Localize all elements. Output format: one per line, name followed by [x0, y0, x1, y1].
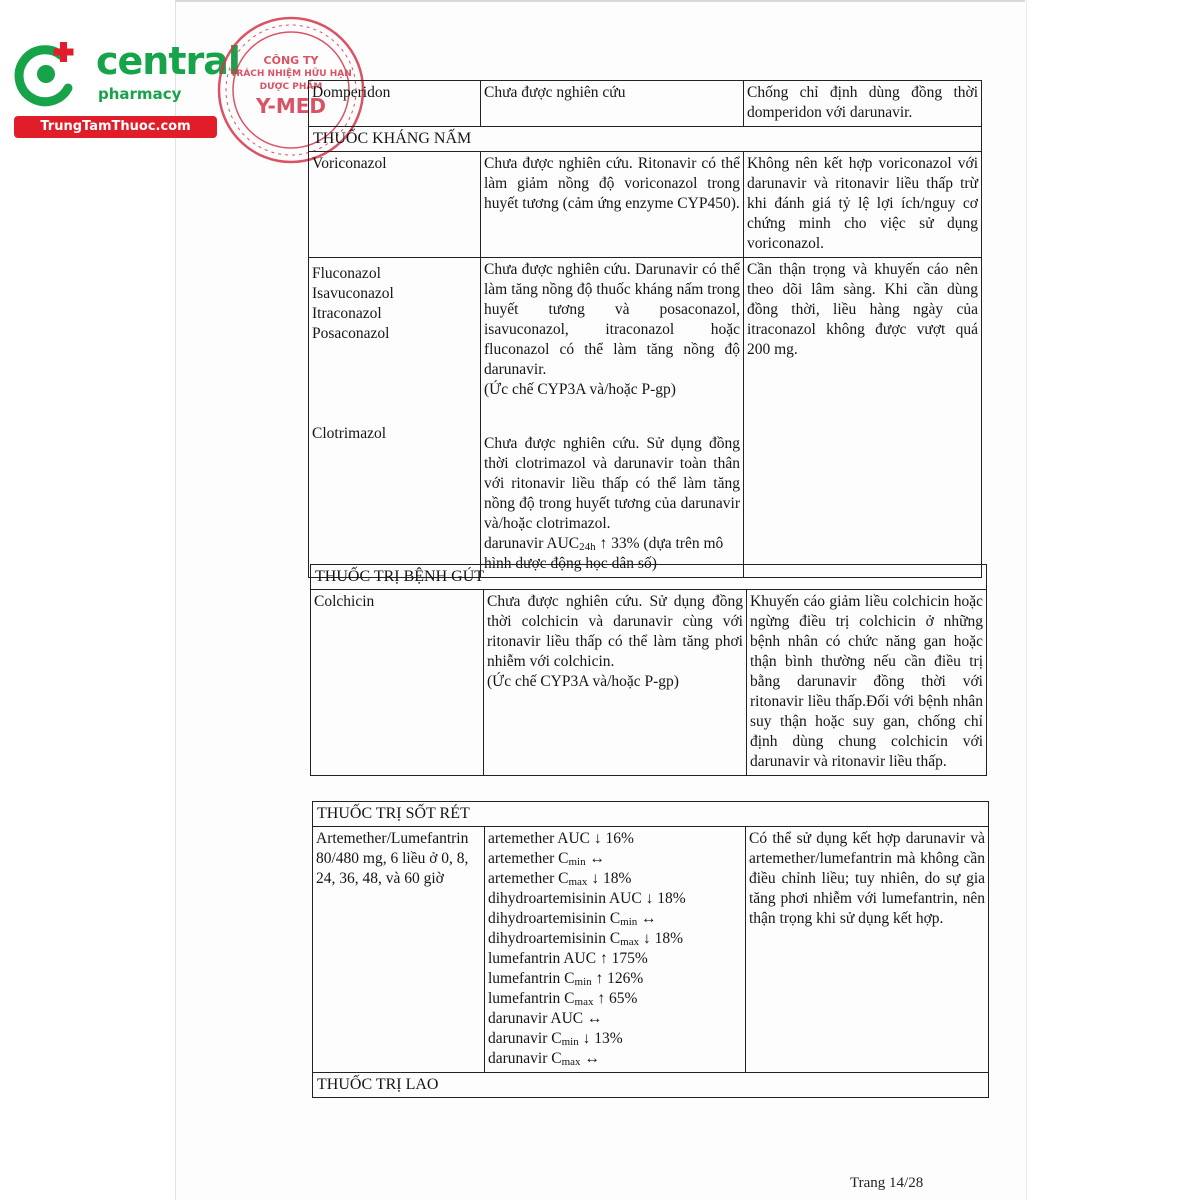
interaction-table-malaria [312, 801, 989, 1098]
recommendation-cell: Khuyến cáo giảm liều colchicin hoặc ngừng điều trị colchicin ở những bệnh nhân có chức năng gan hoặc thận bình thường nếu cần điều trị bằng darunavir đồng thời với ritonavir liều thấp.Đối với bệnh nhân suy thận hoặc suy gan, chống chỉ định dùng chung colchicin với darunavir và ritonavir liều thấp. [747, 590, 987, 776]
pk-line: darunavir $AUC_{24h}$ ↑ 33% (dựa trên mô hình dược động học dân số) [484, 535, 724, 572]
pk-effects-list [488, 829, 742, 1069]
table-row [311, 590, 987, 776]
logo-name: central [96, 39, 240, 83]
recommendation-cell: Cần thận trọng và khuyến cáo nên theo dõi lâm sàng. Khi cần dùng đồng thời, liều hàng ngày của itraconazol không được vượt quá 200 mg. [744, 258, 982, 578]
effect-cell [485, 827, 746, 1073]
seal-line-2: TRÁCH NHIỆM HỮU HẠN [230, 69, 352, 79]
pk-line: darunavir $C_{max}$ ↔ [488, 1050, 600, 1068]
central-pharmacy-logo[interactable] [10, 36, 240, 136]
interaction-table-gout [310, 564, 987, 776]
pk-line: dihydroartemisinin $C_{min}$ ↔ [488, 910, 657, 928]
seal-line-1: CÔNG TY [263, 54, 319, 67]
pk-line: dihydroartemisinin AUC ↓ 18% [488, 890, 686, 907]
pk-line: darunavir $C_{min}$ ↓ 13% [488, 1030, 623, 1048]
pk-line: artemether $C_{max}$ ↓ 18% [488, 870, 632, 888]
section-heading: THUỐC TRỊ SỐT RÉT [313, 802, 989, 827]
section-row [313, 802, 989, 827]
effect-text: Chưa được nghiên cứu. Darunavir có thể làm tăng nồng độ thuốc kháng nấm trong huyết tương và posaconazol, isavuconazol, itraconazol hoặc fluconazol có thể làm tăng nồng độ darunavir. [484, 261, 740, 378]
table-row [309, 81, 982, 127]
drug-name: Fluconazol [312, 265, 381, 282]
effect-cell: Chưa được nghiên cứu [481, 81, 744, 127]
table-row [309, 258, 982, 578]
table-row [309, 152, 982, 258]
drug-name: Itraconazol [312, 305, 382, 322]
seal-line-4: Y-MED [255, 94, 326, 118]
section-row [309, 127, 982, 152]
logo-url-banner[interactable]: TrungTamThuoc.com [14, 116, 217, 138]
drug-cell: Artemether/Lumefantrin 80/480 mg, 6 liều ở 0, 8, 24, 36, 48, và 60 giờ [313, 827, 485, 1073]
section-heading: THUỐC TRỊ BỆNH GÚT [311, 565, 987, 590]
section-heading: THUỐC KHÁNG NẤM [309, 127, 982, 152]
recommendation-cell: Có thể sử dụng kết hợp darunavir và artemether/lumefantrin mà không cần điều chỉnh liều; tuy nhiên, do sự gia tăng phơi nhiễm với lumefantrin, nên thận trọng khi sử dụng kết hợp. [746, 827, 989, 1073]
section-row [313, 1073, 989, 1098]
drug-name: Clotrimazol [312, 425, 387, 442]
pk-line: lumefantrin AUC ↑ 175% [488, 950, 648, 967]
pharmacy-cross-icon [10, 38, 82, 110]
effect-text: Chưa được nghiên cứu. Sử dụng đồng thời colchicin và darunavir cùng với ritonavir liều thấp có thể làm tăng phơi nhiễm với colchicin. [487, 593, 743, 670]
page-top-edge [175, 0, 1025, 2]
seal-line-3: DƯỢC PHẨM [259, 82, 323, 92]
recommendation-cell: Không nên kết hợp voriconazol với darunavir và ritonavir liều thấp trừ khi đánh giá tỷ lệ lợi ích/nguy cơ chứng minh cho việc sử dụng voriconazol. [744, 152, 982, 258]
table-row [313, 827, 989, 1073]
drug-name: Isavuconazol [312, 285, 394, 302]
recommendation-cell: Chống chỉ định dùng đồng thời domperidon với darunavir. [744, 81, 982, 127]
drug-cell [309, 258, 481, 578]
pk-line: artemether $C_{min}$ ↔ [488, 850, 605, 868]
pk-line: lumefantrin $C_{min}$ ↑ 126% [488, 970, 644, 988]
section-heading: THUỐC TRỊ LAO [313, 1073, 989, 1098]
drug-cell: Voriconazol [309, 152, 481, 258]
pk-line: lumefantrin $C_{max}$ ↑ 65% [488, 990, 638, 1008]
page-number: Trang 14/28 [850, 1175, 924, 1191]
interaction-table-antifungal [308, 80, 982, 578]
pk-line: darunavir AUC ↔ [488, 1010, 603, 1027]
mechanism-text: (Ức chế CYP3A và/hoặc P-gp) [484, 381, 676, 398]
section-row [311, 565, 987, 590]
drug-cell: Domperidon [309, 81, 481, 127]
effect-cell [481, 258, 744, 578]
drug-cell: Colchicin [311, 590, 484, 776]
effect-cell: Chưa được nghiên cứu. Ritonavir có thể làm giảm nồng độ voriconazol trong huyết tương (cảm ứng enzyme CYP450). [481, 152, 744, 258]
effect-cell [484, 590, 747, 776]
pk-line: dihydroartemisinin $C_{max}$ ↓ 18% [488, 930, 684, 948]
pk-line: artemether AUC ↓ 16% [488, 830, 634, 847]
effect-text: Chưa được nghiên cứu. Sử dụng đồng thời clotrimazol và darunavir toàn thân với ritonavir liều thấp có thể làm tăng nồng độ trong huyết tương của darunavir và/hoặc clotrimazol. [484, 435, 740, 532]
drug-name: Posaconazol [312, 325, 390, 342]
mechanism-text: (Ức chế CYP3A và/hoặc P-gp) [487, 673, 679, 690]
logo-subtitle: pharmacy [98, 85, 182, 103]
